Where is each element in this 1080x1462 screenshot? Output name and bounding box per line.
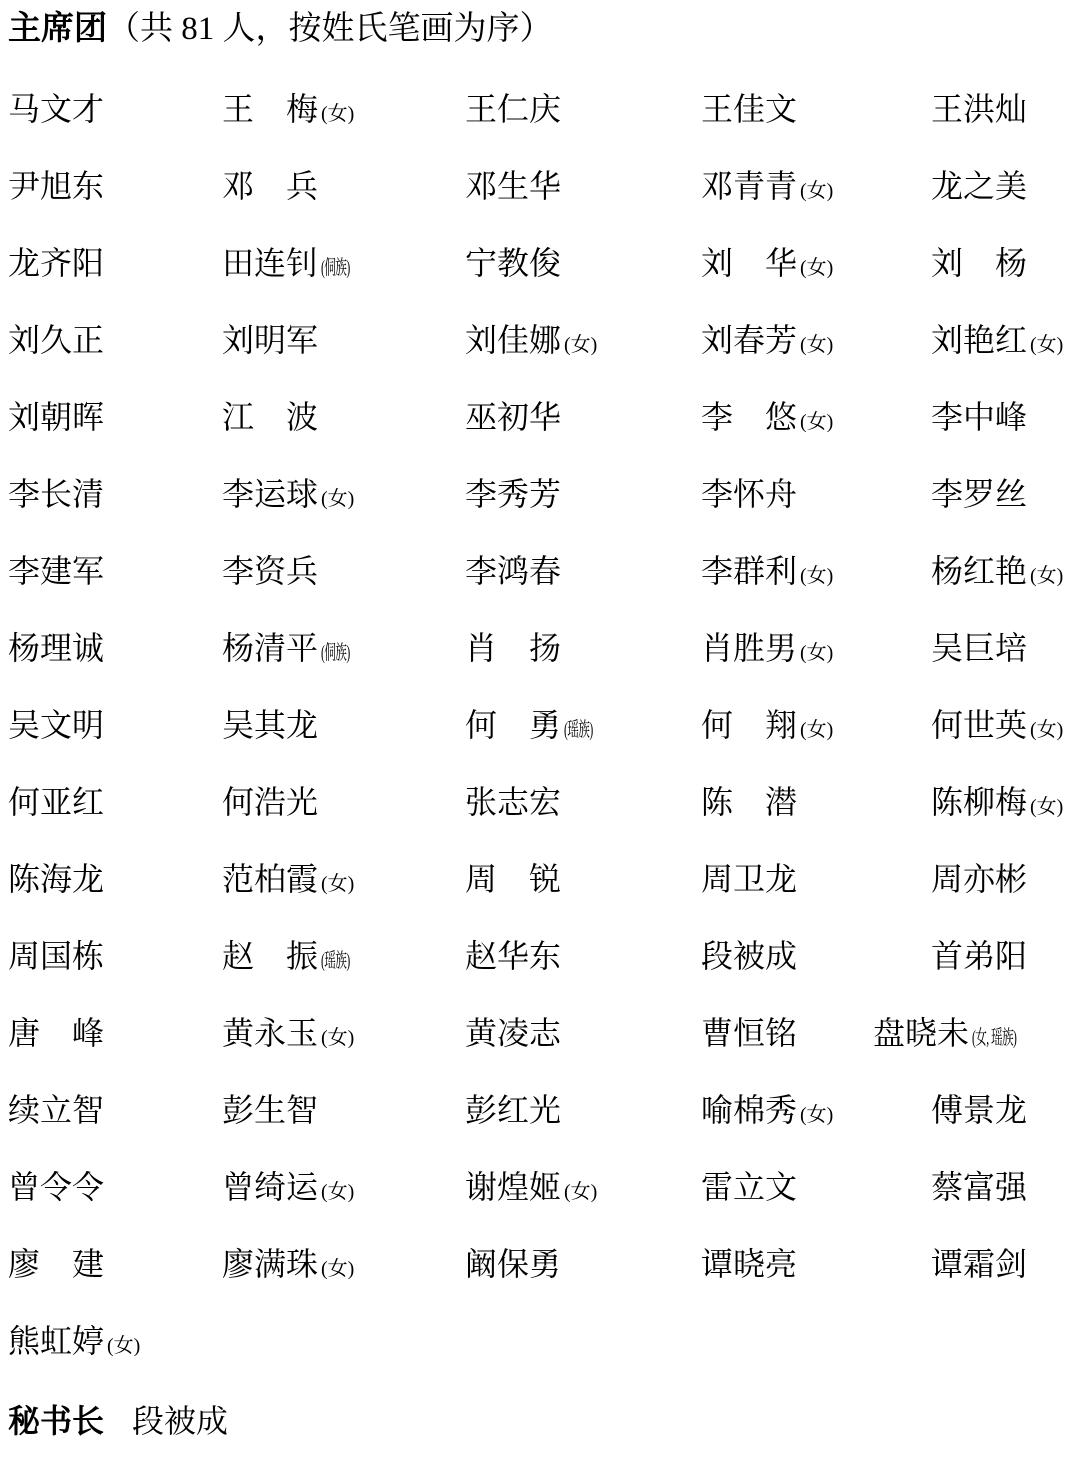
- member-annotation: (女): [1030, 796, 1064, 819]
- member-cell: [465, 245, 701, 282]
- member-row: [8, 764, 1074, 841]
- member-cell: [701, 707, 931, 744]
- member-name: 刘艳红: [931, 322, 1028, 359]
- member-name: 段被成: [701, 938, 798, 975]
- member-name: 黄凌志: [465, 1015, 562, 1052]
- member-annotation: (女): [1030, 565, 1064, 588]
- member-cell: [222, 1092, 465, 1129]
- member-cell: [931, 399, 1074, 436]
- member-name: 何亚红: [8, 784, 105, 821]
- member-name: 刘朝晖: [8, 399, 105, 436]
- member-cell: [701, 399, 931, 436]
- member-name: 田连钊: [222, 245, 319, 282]
- member-cell: [465, 476, 701, 513]
- member-cell: [8, 707, 222, 744]
- member-annotation: (女): [800, 1104, 834, 1127]
- member-cell: [8, 322, 222, 359]
- member-cell: [931, 322, 1074, 359]
- member-cell: [8, 630, 222, 667]
- member-name: 何世英: [931, 707, 1028, 744]
- member-cell: [931, 1092, 1074, 1129]
- member-annotation: (侗族): [321, 257, 350, 280]
- member-name: 王佳文: [701, 91, 798, 128]
- member-cell: [701, 476, 931, 513]
- member-cell: [222, 399, 465, 436]
- member-annotation: (女): [321, 1181, 355, 1204]
- member-name: 吴其龙: [222, 707, 319, 744]
- member-name: 谭晓亮: [701, 1246, 798, 1283]
- member-name: 宁教俊: [465, 245, 562, 282]
- member-name: 龙之美: [931, 168, 1028, 205]
- member-cell: [701, 168, 931, 205]
- member-annotation: (女): [107, 1335, 141, 1358]
- member-cell: [701, 938, 931, 975]
- member-cell: [222, 1015, 465, 1052]
- member-row: [8, 610, 1074, 687]
- member-row: [8, 456, 1074, 533]
- member-name: 阚保勇: [465, 1246, 562, 1283]
- member-name: 王梅: [222, 91, 318, 128]
- member-cell: [931, 784, 1074, 821]
- member-name: 王洪灿: [931, 91, 1028, 128]
- member-cell: [701, 1169, 931, 1206]
- member-cell: [465, 784, 701, 821]
- member-cell: [222, 168, 465, 205]
- member-name: 邓生华: [465, 168, 562, 205]
- member-name: 刘春芳: [701, 322, 798, 359]
- member-name: 马文才: [8, 91, 105, 128]
- member-name: 李长清: [8, 476, 105, 513]
- member-cell: [465, 861, 701, 898]
- member-cell: [931, 245, 1074, 282]
- member-annotation: (女): [800, 719, 834, 742]
- member-row: [8, 687, 1074, 764]
- member-name: 周亦彬: [931, 861, 1028, 898]
- member-cell: [222, 784, 465, 821]
- member-name: 赵振: [222, 938, 318, 975]
- member-name: 周国栋: [8, 938, 105, 975]
- member-cell: [8, 1323, 222, 1360]
- member-annotation: (瑶族): [321, 950, 350, 973]
- member-name: 李资兵: [222, 553, 319, 590]
- member-cell: [8, 91, 222, 128]
- member-row: [8, 302, 1074, 379]
- member-name: 吴巨培: [931, 630, 1028, 667]
- member-annotation: (女): [800, 334, 834, 357]
- member-annotation: (女): [800, 257, 834, 280]
- member-name: 刘佳娜: [465, 322, 562, 359]
- member-cell: [465, 553, 701, 590]
- member-annotation: (女): [321, 1258, 355, 1281]
- member-annotation: (瑶族): [564, 719, 593, 742]
- member-name: 黄永玉: [222, 1015, 319, 1052]
- member-name: 曹恒铭: [701, 1015, 798, 1052]
- member-cell: [701, 1246, 931, 1283]
- member-name: 刘杨: [931, 245, 1027, 282]
- member-row: [8, 379, 1074, 456]
- member-cell: [701, 322, 931, 359]
- member-cell: [465, 1092, 701, 1129]
- member-cell: [8, 553, 222, 590]
- member-name: 李运球: [222, 476, 319, 513]
- member-annotation: (女): [321, 1027, 355, 1050]
- member-cell: [701, 784, 931, 821]
- member-cell: [8, 861, 222, 898]
- member-name: 彭红光: [465, 1092, 562, 1129]
- member-cell: [465, 322, 701, 359]
- member-name: 邓青青: [701, 168, 798, 205]
- member-annotation: (女): [800, 642, 834, 665]
- member-name: 蔡富强: [931, 1169, 1028, 1206]
- member-cell: [931, 938, 1074, 975]
- member-cell: [701, 1092, 931, 1129]
- member-cell: [465, 168, 701, 205]
- member-name: 曾令令: [8, 1169, 105, 1206]
- member-name: 首弟阳: [931, 938, 1028, 975]
- member-name: 喻棉秀: [701, 1092, 798, 1129]
- member-name: 李建军: [8, 553, 105, 590]
- secretary-general-label: 秘书长: [8, 1402, 105, 1439]
- member-name: 李悠: [701, 399, 797, 436]
- member-annotation: (女): [1030, 334, 1064, 357]
- member-row: [8, 71, 1074, 148]
- member-row: [8, 1072, 1074, 1149]
- member-cell: [465, 91, 701, 128]
- member-cell: [701, 861, 931, 898]
- member-name: 陈柳梅: [931, 784, 1028, 821]
- member-cell: [8, 938, 222, 975]
- member-name: 肖扬: [465, 630, 561, 667]
- member-name: 陈潜: [701, 784, 797, 821]
- member-row: [8, 1226, 1074, 1303]
- member-cell: [8, 1246, 222, 1283]
- member-annotation: (女, 瑶族): [972, 1027, 1017, 1050]
- member-annotation: (侗族): [321, 642, 350, 665]
- member-name: 赵华东: [465, 938, 562, 975]
- member-row: [8, 918, 1074, 995]
- member-cell: [222, 476, 465, 513]
- member-cell: [931, 707, 1074, 744]
- page-title: [8, 8, 1074, 51]
- member-cell: [465, 630, 701, 667]
- member-name: 李鸿春: [465, 553, 562, 590]
- member-cell: [701, 630, 931, 667]
- member-cell: [465, 1015, 701, 1052]
- member-cell: [8, 1015, 222, 1052]
- member-name: 陈海龙: [8, 861, 105, 898]
- member-name: 谢煌姬: [465, 1169, 562, 1206]
- member-name: 王仁庆: [465, 91, 562, 128]
- member-annotation: (女): [321, 873, 355, 896]
- member-cell: [8, 245, 222, 282]
- member-row: [8, 1149, 1074, 1226]
- member-name: 曾绮运: [222, 1169, 319, 1206]
- member-name: 杨理诚: [8, 630, 105, 667]
- member-name: 刘明军: [222, 322, 319, 359]
- member-grid: [8, 71, 1074, 1380]
- member-name: 雷立文: [701, 1169, 798, 1206]
- member-cell: [465, 707, 701, 744]
- member-annotation: (女): [321, 488, 355, 511]
- member-cell: [222, 707, 465, 744]
- member-cell: [8, 1092, 222, 1129]
- member-cell: [222, 861, 465, 898]
- member-cell: [222, 91, 465, 128]
- secretary-general-name: 段被成: [132, 1402, 229, 1439]
- member-cell: [931, 630, 1074, 667]
- member-cell: [465, 1246, 701, 1283]
- member-cell: [931, 553, 1074, 590]
- member-row: [8, 841, 1074, 918]
- member-cell: [465, 399, 701, 436]
- member-name: 彭生智: [222, 1092, 319, 1129]
- member-name: 傅景龙: [931, 1092, 1028, 1129]
- member-row: [8, 1303, 1074, 1380]
- member-name: 廖建: [8, 1246, 104, 1283]
- member-name: 张志宏: [465, 784, 562, 821]
- member-name: 杨清平: [222, 630, 319, 667]
- member-row: [8, 225, 1074, 302]
- member-annotation: (女): [564, 1181, 598, 1204]
- member-name: 尹旭东: [8, 168, 105, 205]
- member-name: 熊虹婷: [8, 1323, 105, 1360]
- member-name: 李中峰: [931, 399, 1028, 436]
- member-annotation: (女): [564, 334, 598, 357]
- member-name: 杨红艳: [931, 553, 1028, 590]
- member-annotation: (女): [800, 411, 834, 434]
- member-row: [8, 148, 1074, 225]
- member-name: 吴文明: [8, 707, 105, 744]
- title-subtitle: （共 81 人，按姓氏笔画为序）: [107, 11, 553, 47]
- member-name: 唐峰: [8, 1015, 104, 1052]
- member-annotation: (女): [321, 103, 355, 126]
- member-name: 周锐: [465, 861, 561, 898]
- member-cell: [701, 553, 931, 590]
- title-heading: 主席团: [8, 11, 107, 47]
- member-row: [8, 995, 1074, 1072]
- member-cell: [931, 476, 1074, 513]
- member-cell: [222, 1246, 465, 1283]
- member-name: 廖满珠: [222, 1246, 319, 1283]
- member-cell: [931, 168, 1074, 205]
- member-name: 盘晓未: [873, 1015, 970, 1052]
- member-name: 续立智: [8, 1092, 105, 1129]
- member-cell: [222, 938, 465, 975]
- member-name: 邓兵: [222, 168, 318, 205]
- member-name: 周卫龙: [701, 861, 798, 898]
- member-cell: [222, 630, 465, 667]
- member-name: 李秀芳: [465, 476, 562, 513]
- member-name: 范柏霞: [222, 861, 319, 898]
- member-cell: [8, 168, 222, 205]
- member-cell: [8, 1169, 222, 1206]
- member-name: 刘久正: [8, 322, 105, 359]
- member-cell: [931, 861, 1074, 898]
- member-cell: [222, 1169, 465, 1206]
- member-name: 肖胜男: [701, 630, 798, 667]
- member-cell: [465, 938, 701, 975]
- member-name: 何浩光: [222, 784, 319, 821]
- member-annotation: (女): [800, 565, 834, 588]
- member-cell: [222, 322, 465, 359]
- member-name: 刘华: [701, 245, 797, 282]
- member-name: 李怀舟: [701, 476, 798, 513]
- member-name: 李群利: [701, 553, 798, 590]
- member-name: 江波: [222, 399, 318, 436]
- member-name: 李罗丝: [931, 476, 1028, 513]
- secretary-general-line: [8, 1396, 1074, 1442]
- member-cell: [465, 1169, 701, 1206]
- member-name: 巫初华: [465, 399, 562, 436]
- member-cell: [8, 476, 222, 513]
- member-row: [8, 533, 1074, 610]
- member-name: 何勇: [465, 707, 561, 744]
- member-cell: [931, 1246, 1074, 1283]
- member-annotation: (女): [1030, 719, 1064, 742]
- member-name: 龙齐阳: [8, 245, 105, 282]
- member-cell: [8, 399, 222, 436]
- member-name: 谭霜剑: [931, 1246, 1028, 1283]
- member-cell: [701, 91, 931, 128]
- member-cell: [931, 1169, 1074, 1206]
- member-cell: [222, 245, 465, 282]
- member-cell: [222, 553, 465, 590]
- member-annotation: (女): [800, 180, 834, 203]
- member-cell: [931, 91, 1074, 128]
- member-name: 何翔: [701, 707, 797, 744]
- member-cell: [873, 1015, 1074, 1052]
- member-cell: [8, 784, 222, 821]
- member-cell: [701, 245, 931, 282]
